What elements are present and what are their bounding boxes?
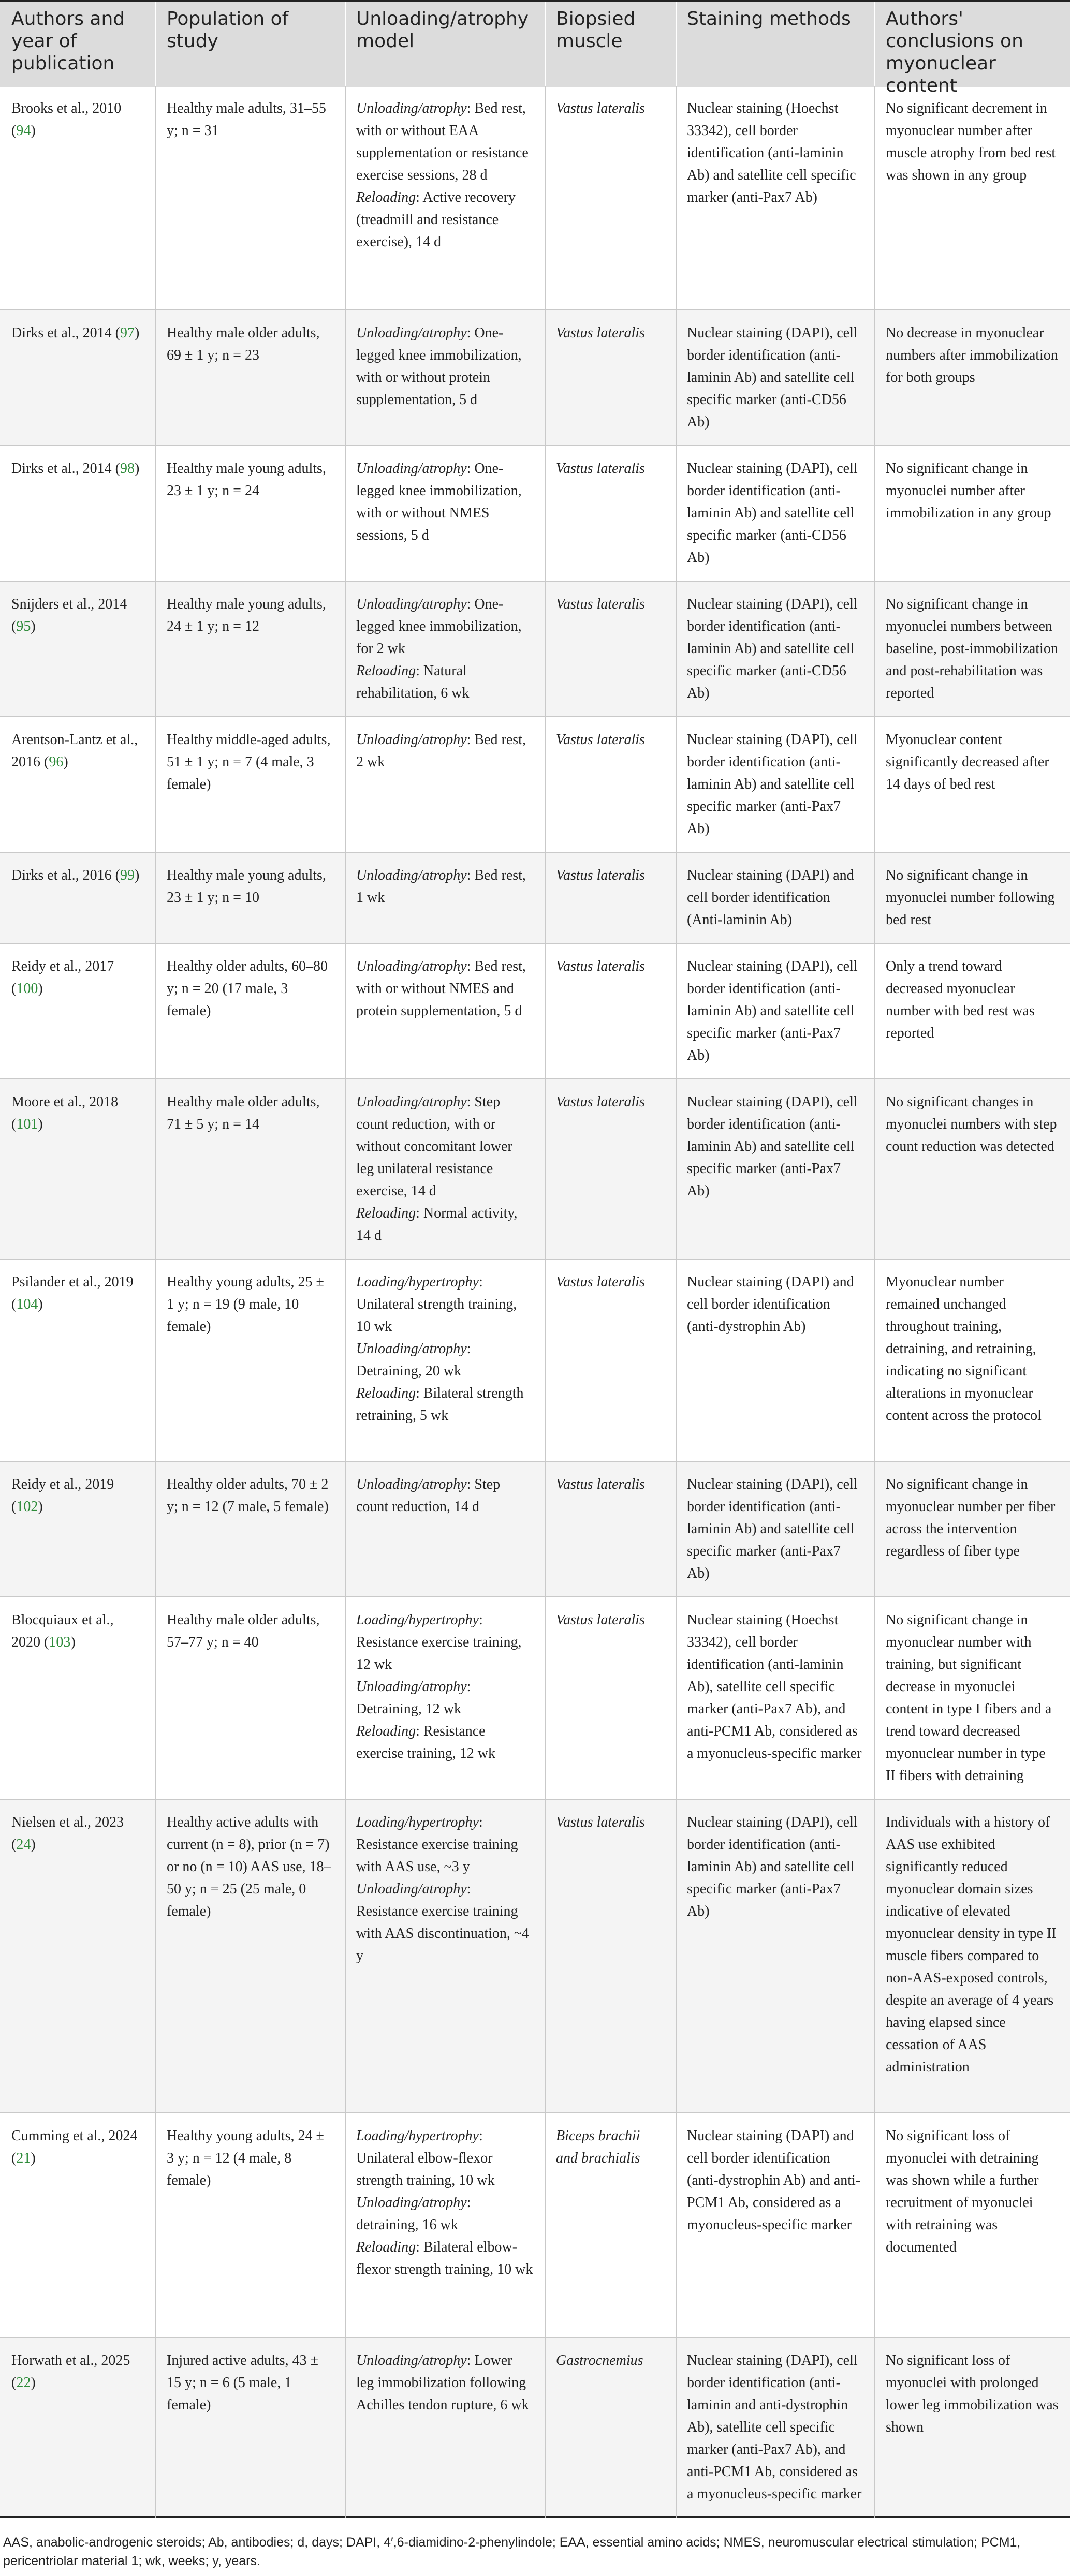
cell-conclusion: No significant change in myonuclear number with training, but significant decrease in myonuclei content in type I fibers and a trend toward decreased myonuclear number in type II fibers with detraining <box>886 1612 1052 1784</box>
cell-author: Snijders et al., 2014 (95) <box>11 596 127 634</box>
cell-model: Unloading/atrophy: Bed rest, 2 wk <box>356 732 526 770</box>
cell-author: Arentson-Lantz et al., 2016 (96) <box>11 732 138 770</box>
cell-muscle: Vastus lateralis <box>556 732 645 748</box>
reference-link[interactable]: 100 <box>16 981 38 997</box>
cell-author: Dirks et al., 2016 (99) <box>11 867 140 883</box>
reference-link[interactable]: 99 <box>120 867 135 883</box>
cell-model: Unloading/atrophy: Bed rest, with or without NMES and protein supplementation, 5 d <box>356 958 526 1019</box>
table-header <box>0 0 1070 96</box>
cell-model: Unloading/atrophy: Bed rest, with or without EAA supplementation or resistance exercise sessions, 28 d Reloading: Active recovery (treadmill and resistance exercise), 14 d <box>356 100 529 250</box>
cell-staining: Nuclear staining (Hoechst 33342), cell border identification (anti-laminin Ab), satellite cell specific marker (anti-Pax7 Ab), and anti-PCM1 Ab, considered as a myonucleus-specific marker <box>687 1612 862 1761</box>
cell-muscle: Vastus lateralis <box>556 867 645 883</box>
header-staining: Staining methods <box>687 8 851 29</box>
reference-link[interactable]: 101 <box>16 1116 38 1132</box>
cell-population: Healthy male older adults, 71 ± 5 y; n = 14 <box>167 1094 320 1132</box>
table-row <box>0 1079 1070 1260</box>
cell-conclusion: Myonuclear content significantly decreased after 14 days of bed rest <box>886 732 1049 792</box>
cell-staining: Nuclear staining (DAPI) and cell border identification (anti-dystrophin Ab) <box>687 1274 854 1335</box>
cell-conclusion: No significant change in myonuclei number after immobilization in any group <box>886 461 1051 521</box>
cell-model: Unloading/atrophy: Lower leg immobilization following Achilles tendon rupture, 6 wk <box>356 2352 529 2413</box>
reference-link[interactable]: 97 <box>120 325 135 341</box>
cell-conclusion: Myonuclear number remained unchanged throughout training, detraining, and retraining, indicating no significant alterations in myonuclear content across the protocol <box>886 1274 1042 1424</box>
reference-link[interactable]: 94 <box>16 123 31 139</box>
cell-staining: Nuclear staining (DAPI), cell border identification (anti-laminin and anti-dystrophin Ab), satellite cell specific marker (anti-Pax7 Ab), and anti-PCM1 Ab, considered as a myonucleus-specific marker <box>687 2352 862 2502</box>
cell-model: Unloading/atrophy: One-legged knee immobilization, for 2 wk Reloading: Natural rehabilitation, 6 wk <box>356 596 522 701</box>
reference-link[interactable]: 95 <box>16 618 31 634</box>
cell-model: Unloading/atrophy: Step count reduction, with or without concomitant lower leg unilateral resistance exercise, 14 d Reloading: Normal activity, 14 d <box>356 1094 518 1243</box>
reference-link[interactable]: 21 <box>16 2150 31 2166</box>
table-row <box>0 944 1070 1079</box>
cell-staining: Nuclear staining (DAPI), cell border identification (anti-laminin Ab) and satellite cell specific marker (anti-Pax7 Ab) <box>687 1094 858 1199</box>
cell-author: Nielsen et al., 2023 (24) <box>11 1814 124 1853</box>
cell-author: Dirks et al., 2014 (98) <box>11 461 140 477</box>
cell-muscle: Vastus lateralis <box>556 596 645 612</box>
cell-staining: Nuclear staining (DAPI) and cell border identification (anti-dystrophin Ab) and anti-PCM1 Ab, considered as a myonucleus-specific marker <box>687 2128 861 2233</box>
cell-muscle: Vastus lateralis <box>556 1476 645 1492</box>
cell-population: Healthy young adults, 25 ± 1 y; n = 19 (9 male, 10 female) <box>167 1274 324 1335</box>
cell-staining: Nuclear staining (DAPI) and cell border identification (Anti-laminin Ab) <box>687 867 854 928</box>
header-authors: Authors and year of publication <box>11 8 125 74</box>
cell-staining: Nuclear staining (DAPI), cell border identification (anti-laminin Ab) and satellite cell specific marker (anti-Pax7 Ab) <box>687 958 858 1063</box>
cell-population: Healthy male young adults, 23 ± 1 y; n = 10 <box>167 867 326 906</box>
reference-link[interactable]: 22 <box>16 2375 31 2391</box>
table-row <box>0 1800 1070 2113</box>
cell-population: Injured active adults, 43 ± 15 y; n = 6 (5 male, 1 female) <box>167 2352 318 2413</box>
header-conclusions: Authors' conclusions on myonuclear content <box>886 8 1023 96</box>
cell-population: Healthy active adults with current (n = 8), prior (n = 7) or no (n = 10) AAS use, 18–50 y; n = 25 (25 male, 0 female) <box>167 1814 331 1919</box>
cell-model: Loading/hypertrophy: Resistance exercise training with AAS use, ~3 y Unloading/atrophy: Resistance exercise training with AAS discontinuation, ~4 y <box>356 1814 530 1964</box>
table-row <box>0 1597 1070 1800</box>
cell-author: Horwath et al., 2025 (22) <box>11 2352 130 2391</box>
reference-link[interactable]: 98 <box>120 461 135 477</box>
reference-link[interactable]: 102 <box>16 1499 38 1515</box>
cell-model: Unloading/atrophy: One-legged knee immobilization, with or without NMES sessions, 5 d <box>356 461 522 543</box>
cell-staining: Nuclear staining (DAPI), cell border identification (anti-laminin Ab) and satellite cell specific marker (anti-CD56 Ab) <box>687 461 858 566</box>
table-row <box>0 310 1070 446</box>
cell-population: Healthy male adults, 31–55 y; n = 31 <box>167 100 326 139</box>
cell-muscle: Vastus lateralis <box>556 325 645 341</box>
cell-conclusion: No significant decrement in myonuclear number after muscle atrophy from bed rest was shown in any group <box>886 100 1056 183</box>
cell-author: Brooks et al., 2010 (94) <box>11 100 122 139</box>
table-footnote: AAS, anabolic-androgenic steroids; Ab, antibodies; d, days; DAPI, 4′,6-diamidino-2-phenylindole; EAA, essential amino acids; NMES, neuromuscular electrical stimulation; PCM1, pericentriolar material 1; wk, weeks; y, years. <box>3 2535 1021 2568</box>
cell-muscle: Gastrocnemius <box>556 2352 643 2368</box>
table-row <box>0 2113 1070 2338</box>
cell-staining: Nuclear staining (DAPI), cell border identification (anti-laminin Ab) and satellite cell specific marker (anti-Pax7 Ab) <box>687 1476 858 1581</box>
cell-population: Healthy young adults, 24 ± 3 y; n = 12 (4 male, 8 female) <box>167 2128 324 2188</box>
cell-author: Psilander et al., 2019 (104) <box>11 1274 134 1312</box>
cell-muscle: Vastus lateralis <box>556 461 645 477</box>
cell-author: Blocquiaux et al., 2020 (103) <box>11 1612 114 1650</box>
cell-conclusion: No significant change in myonuclear number per fiber across the intervention regardless of fiber type <box>886 1476 1056 1559</box>
cell-conclusion: Only a trend toward decreased myonuclear number with bed rest was reported <box>886 958 1035 1041</box>
cell-conclusion: Individuals with a history of AAS use exhibited significantly reduced myonuclear domain sizes indicative of elevated myonuclear density in type II muscle fibers compared to non-AAS-exposed controls, despite an average of 4 years having elapsed since cessation of AAS administration <box>886 1814 1057 2075</box>
cell-muscle: Vastus lateralis <box>556 958 645 974</box>
cell-population: Healthy middle-aged adults, 51 ± 1 y; n = 7 (4 male, 3 female) <box>167 732 331 792</box>
cell-population: Healthy male older adults, 69 ± 1 y; n = 23 <box>167 325 320 363</box>
cell-population: Healthy male older adults, 57–77 y; n = 40 <box>167 1612 320 1650</box>
cell-conclusion: No significant loss of myonuclei with detraining was shown while a further recruitment of myonuclei with retraining was documented <box>886 2128 1039 2255</box>
cell-muscle: Vastus lateralis <box>556 100 645 116</box>
reference-link[interactable]: 104 <box>16 1296 38 1312</box>
cell-population: Healthy older adults, 70 ± 2 y; n = 12 (7 male, 5 female) <box>167 1476 329 1515</box>
cell-model: Loading/hypertrophy: Resistance exercise training, 12 wk Unloading/atrophy: Detraining, 12 wk Reloading: Resistance exercise training, 12 wk <box>356 1612 522 1761</box>
table-row <box>0 717 1070 853</box>
header-muscle: Biopsied muscle <box>556 8 636 52</box>
reference-link[interactable]: 103 <box>49 1634 71 1650</box>
reference-link[interactable]: 96 <box>49 754 64 770</box>
cell-staining: Nuclear staining (DAPI), cell border identification (anti-laminin Ab) and satellite cell specific marker (anti-CD56 Ab) <box>687 596 858 701</box>
table-row <box>0 582 1070 717</box>
cell-staining: Nuclear staining (DAPI), cell border identification (anti-laminin Ab) and satellite cell specific marker (anti-CD56 Ab) <box>687 325 858 430</box>
table-row <box>0 1462 1070 1597</box>
cell-model: Unloading/atrophy: One-legged knee immobilization, with or without protein supplementation, 5 d <box>356 325 522 408</box>
cell-population: Healthy older adults, 60–80 y; n = 20 (17 male, 3 female) <box>167 958 328 1019</box>
cell-muscle: Vastus lateralis <box>556 1612 645 1628</box>
table-row <box>0 446 1070 582</box>
cell-author: Reidy et al., 2019 (102) <box>11 1476 114 1515</box>
cell-author: Moore et al., 2018 (101) <box>11 1094 119 1132</box>
cell-author: Cumming et al., 2024 (21) <box>11 2128 138 2166</box>
cell-author: Reidy et al., 2017 (100) <box>11 958 114 997</box>
cell-muscle: Vastus lateralis <box>556 1274 645 1290</box>
cell-model: Unloading/atrophy: Bed rest, 1 wk <box>356 867 526 906</box>
cell-conclusion: No significant change in myonuclei number following bed rest <box>886 867 1055 928</box>
cell-muscle: Vastus lateralis <box>556 1814 645 1830</box>
cell-muscle: Vastus lateralis <box>556 1094 645 1110</box>
cell-staining: Nuclear staining (DAPI), cell border identification (anti-laminin Ab) and satellite cell specific marker (anti-Pax7 Ab) <box>687 732 858 837</box>
header-population: Population of study <box>167 8 289 52</box>
cell-conclusion: No significant changes in myonuclei numbers with step count reduction was detected <box>886 1094 1057 1154</box>
cell-conclusion: No significant loss of myonuclei with prolonged lower leg immobilization was shown <box>886 2352 1059 2435</box>
cell-model: Loading/hypertrophy: Unilateral strength training, 10 wk Unloading/atrophy: Detraining, 20 wk Reloading: Bilateral strength retraining, 5 wk <box>356 1274 524 1424</box>
cell-staining: Nuclear staining (DAPI), cell border identification (anti-laminin Ab) and satellite cell specific marker (anti-Pax7 Ab) <box>687 1814 858 1919</box>
cell-author: Dirks et al., 2014 (97) <box>11 325 140 341</box>
reference-link[interactable]: 24 <box>16 1837 31 1853</box>
table-row <box>0 853 1070 944</box>
table-row <box>0 2338 1070 2518</box>
cell-model: Unloading/atrophy: Step count reduction, 14 d <box>356 1476 501 1515</box>
cell-staining: Nuclear staining (Hoechst 33342), cell border identification (anti-laminin Ab) and satellite cell specific marker (anti-Pax7 Ab) <box>687 100 856 205</box>
cell-conclusion: No significant change in myonuclei numbers between baseline, post-immobilization and post-rehabilitation was reported <box>886 596 1058 701</box>
cell-conclusion: No decrease in myonuclear numbers after immobilization for both groups <box>886 325 1058 386</box>
header-model: Unloading/atrophy model <box>356 8 529 52</box>
cell-muscle: Biceps brachii and brachialis <box>556 2128 640 2166</box>
cell-population: Healthy male young adults, 24 ± 1 y; n = 12 <box>167 596 326 634</box>
cell-population: Healthy male young adults, 23 ± 1 y; n = 24 <box>167 461 326 499</box>
table-row <box>0 86 1070 310</box>
table-row <box>0 1260 1070 1462</box>
cell-model: Loading/hypertrophy: Unilateral elbow-flexor strength training, 10 wk Unloading/atrophy: detraining, 16 wk Reloading: Bilateral elbow-flexor strength training, 10 wk <box>356 2128 533 2277</box>
